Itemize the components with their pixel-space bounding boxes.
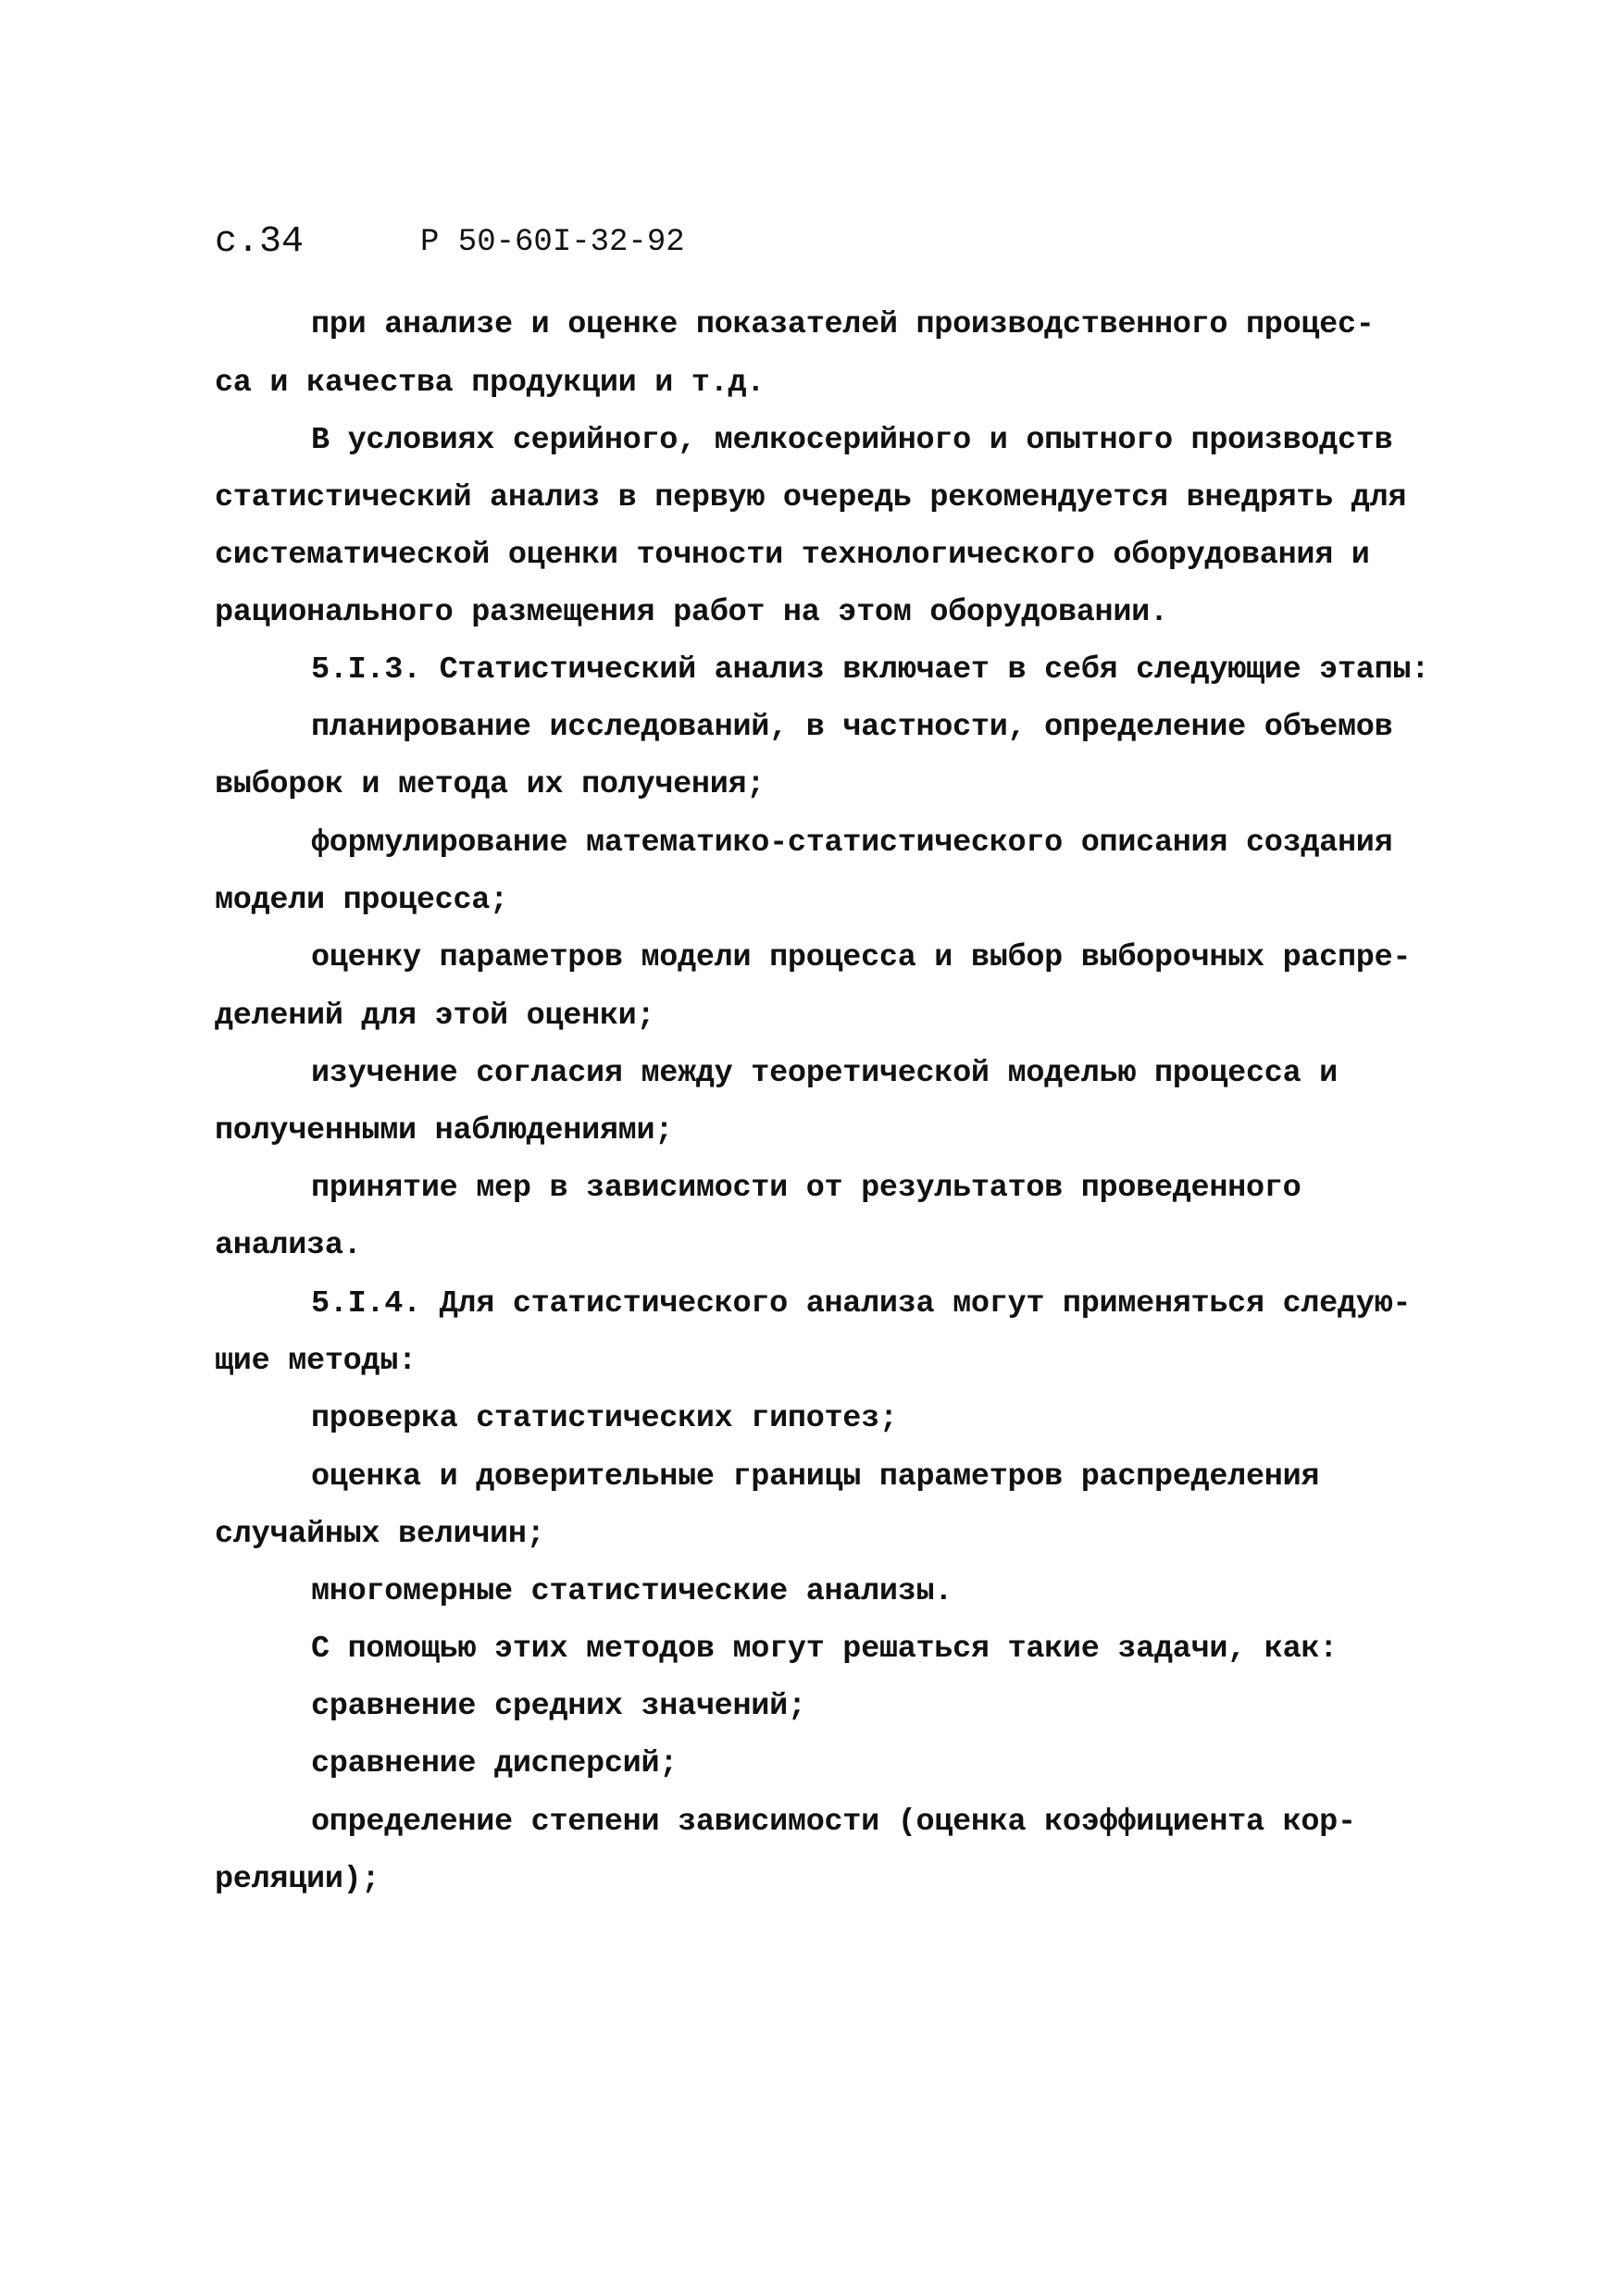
text-line: делений для этой оценки; xyxy=(215,999,655,1034)
text-line: при анализе и оценке показателей производственного процес- xyxy=(311,307,1375,342)
text-line: реляции); xyxy=(215,1862,380,1897)
text-line: принятие мер в зависимости от результатов проведенного xyxy=(311,1171,1301,1206)
text-line: С помощью этих методов могут решаться такие задачи, как: xyxy=(311,1632,1338,1667)
text-line: анализа. xyxy=(215,1228,362,1263)
text-line: са и качества продукции и т.д. xyxy=(215,366,766,401)
text-line: систематической оценки точности технологического оборудования и xyxy=(215,538,1370,573)
text-line: щие методы: xyxy=(215,1344,417,1379)
text-line: модели процесса; xyxy=(215,883,508,918)
text-line: сравнение средних значений; xyxy=(311,1689,806,1724)
text-line: изучение согласия между теоретической моделью процесса и xyxy=(311,1056,1338,1091)
text-line: рационального размещения работ на этом оборудовании. xyxy=(215,595,1168,630)
text-line: проверка статистических гипотез; xyxy=(311,1401,898,1436)
text-line: оценка и доверительные границы параметров распределения xyxy=(311,1459,1320,1495)
page-number: с.34 xyxy=(215,221,305,263)
text-line: В условиях серийного, мелкосерийного и опытного производств xyxy=(311,423,1393,458)
text-line: определение степени зависимости (оценка коэффициента кор- xyxy=(311,1805,1356,1840)
text-line: случайных величин; xyxy=(215,1517,545,1552)
text-line: планирование исследований, в частности, определение объемов xyxy=(311,710,1393,745)
page-header xyxy=(215,215,1418,270)
text-line: выборок и метода их получения; xyxy=(215,767,766,802)
text-line: сравнение дисперсий; xyxy=(311,1746,679,1781)
text-line: полученными наблюдениями; xyxy=(215,1113,674,1148)
text-line: 5.I.3. Статистический анализ включает в себя следующие этапы: xyxy=(311,652,1430,688)
text-line: статистический анализ в первую очередь рекомендуется внедрять для xyxy=(215,480,1407,515)
text-line: 5.I.4. Для статистического анализа могут применяться следую- xyxy=(311,1286,1412,1322)
text-line: многомерные статистические анализы. xyxy=(311,1574,953,1609)
text-line: формулирование математико-статистического описания создания xyxy=(311,825,1393,861)
text-line: оценку параметров модели процесса и выбор выборочных распре- xyxy=(311,940,1412,975)
document-code: Р 50-60I-32-92 xyxy=(420,225,685,260)
